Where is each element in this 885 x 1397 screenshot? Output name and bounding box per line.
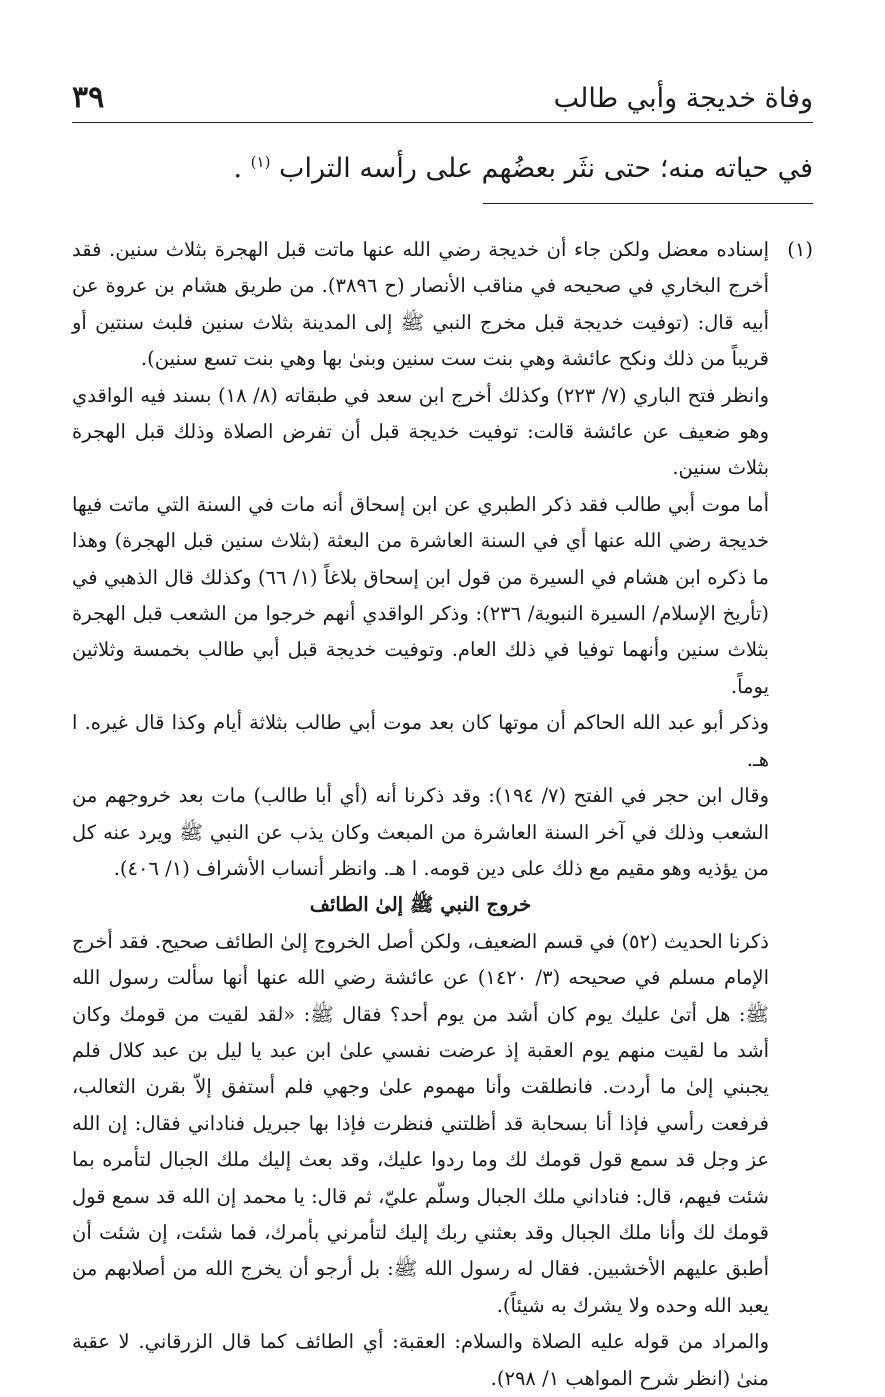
footnote-paragraph: إسناده معضل ولكن جاء أن خديجة رضي الله عنها ماتت قبل الهجرة بثلاث سنين. فقد أخرج البخاري في صحيحه في مناقب الأنصار (ح ٣٨٩٦). من طريق هشام بن عروة عن أبيه قال: (توفيت خديجة قبل مخرج النبي ﷺ إلى المدينة بثلاث سنين فلبث سنتين أو قريباً من ذلك ونكح عائشة وهي بنت ست سنين وبنىٰ بها وهي بنت تسع سنين). [72,238,770,371]
footnote-paragraph: وانظر فتح الباري (٧/ ٢٢٣) وكذلك أخرج ابن سعد في طبقاته (٨/ ١٨) بسند فيه الواقدي وهو ضعيف عن عائشة قالت: توفيت خديجة قبل أن تفرض الصلاة وذلك قبل الهجرة بثلاث سنين. [72,383,769,480]
footnote-separator [483,203,813,204]
page-number: ٣٩ [72,80,105,115]
footnote-number: (١) [787,238,813,261]
footnote-paragraph: أما موت أبي طالب فقد ذكر الطبري عن ابن إسحاق أنه مات في السنة التي ماتت فيها خديجة رضي الله عنها أي في السنة العاشرة من البعثة (بثلاث سنين قبل الهجرة) وهذا ما ذكره ابن هشام في السيرة من قول ابن إسحاق بلاغاً (١/ ٦٦) وكذلك قال الذهبي في (تأريخ الإسلام/ السيرة النبوية/ ٢٣٦): وذكر الواقدي أنهم خرجوا من الشعب قبل الهجرة بثلاث سنين وأنهما توفيا في ذلك العام. وتوفيت خديجة قبل أبي طالب بخمسة وثلاثين يوماً. [72,492,769,698]
main-text-body: في حياته منه؛ حتى نثَر بعضُهم على رأسه التراب [279,153,813,184]
section-paragraph: والمراد من قوله عليه الصلاة والسلام: العقبة: أي الطائف كما قال الزرقاني. لا عقبة منىٰ (انظر شرح المواهب ١/ ٢٩٨). [72,1330,769,1390]
page-header [72,78,813,123]
main-text-end: . [233,153,243,184]
footnotes [72,232,813,1397]
main-text [72,140,813,191]
footnote-reference: (١) [250,153,271,171]
footnote-paragraph: وقال ابن حجر في الفتح (٧/ ١٩٤): وقد ذكرنا أنه (أي أبا طالب) مات بعد خروجهم من الشعب وذلك في آخر السنة العاشرة من المبعث وكان يذب عن النبي ﷺ ويرد عنه كل من يؤذيه وهو مقيم مع ذلك على دين قومه. ا هـ. وانظر أنساب الأشراف (١/ ٤٠٦). [72,784,769,880]
section-paragraph: ذكرنا الحديث (٥٢) في قسم الضعيف، ولكن أصل الخروج إلىٰ الطائف صحيح. فقد أخرج الإمام مسلم في صحيحه (٣/ ١٤٢٠) عن عائشة رضي الله عنها أنها سألت رسول الله ﷺ: هل أتىٰ عليك يوم كان أشد من يوم أحد؟ فقال ﷺ: «لقد لقيت من قومك وكان أشد ما لقيت منهم يوم العقبة إذ عرضت نفسي علىٰ ابن عبد يا ليل بن عبد كلال فلم يجبني إلىٰ ما أردت. فانطلقت وأنا مهموم علىٰ وجهي فلم أستفق إلاّ بقرن الثعالب، فرفعت رأسي فإذا أنا بسحابة قد أظلتني فنظرت فإذا بها جبريل فناداني فقال: إن الله عز وجل قد سمع قول قومك لك وما ردوا عليك، وقد بعث إليك ملك الجبال لتأمره بما شئت فيهم، قال: فناداني ملك الجبال وسلّم عليّ، ثم قال: يا محمد إن الله قد سمع قول قومك لك وأنا ملك الجبال وقد بعثني ربك إليك لتأمرني بأمرك، فما شئت، إن شئت أن أطبق عليهم الأخشبين. فقال له رسول الله ﷺ: بل أرجو أن يخرج الله من أصلابهم من يعبد الله وحده ولا يشرك به شيئاً). [72,929,769,1317]
running-title: وفاة خديجة وأبي طالب [553,83,813,114]
section-heading: خروج النبي ﷺ إلىٰ الطائف [309,893,532,917]
footnote-body [72,232,769,1397]
footnote-paragraph: وذكر أبو عبد الله الحاكم أن موتها كان بعد موت أبي طالب بثلاثة أيام وكذا قال غيره. ا هـ. [72,711,769,771]
